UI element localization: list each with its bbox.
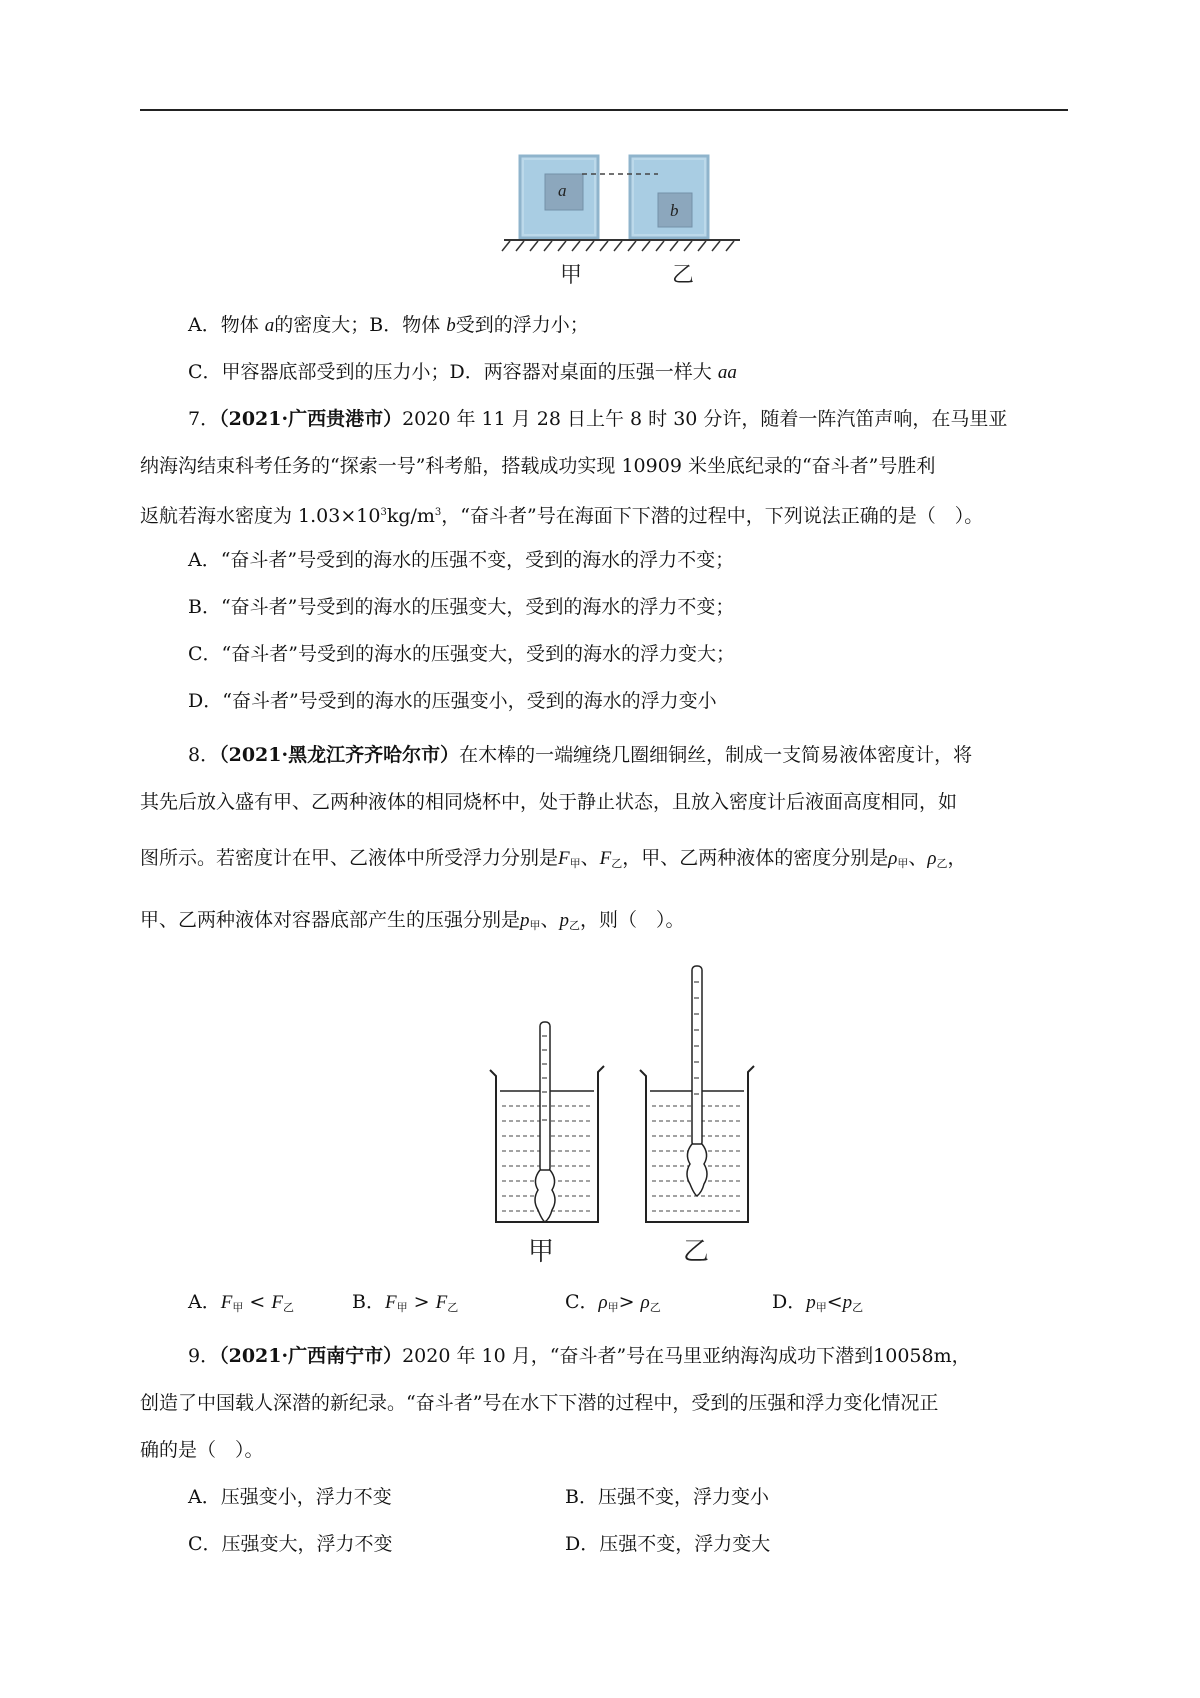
q9-stem-line3: 确的是（ ）。 xyxy=(140,1439,264,1461)
figure-containers xyxy=(500,150,760,290)
q9-option-a: A．压强变小，浮力不变 xyxy=(188,1486,392,1508)
figure-hydrometers xyxy=(480,960,780,1270)
q8-stem-line3: 图所示。若密度计在甲、乙液体中所受浮力分别是$F_甲$、$F_乙$，甲、乙两种液体的密度分别是$\rho_甲$、$\rho_乙$， xyxy=(140,847,967,870)
q7-option-c: C．“奋斗者”号受到的海水的压强变大，受到的海水的浮力变大； xyxy=(188,643,735,665)
q7-stem-line3: 返航若海水密度为 $1.03\times 10^3kg/m^3$，“奋斗者”号在海面下下潜的过程中，下列说法正确的是（ ）。 xyxy=(140,505,984,527)
q9-stem-line1: 9．（2021·广西南宁市）2020 年 10 月，“奋斗者”号在马里亚纳海沟成功下潜到10058m， xyxy=(188,1345,971,1367)
label-a: a xyxy=(558,181,567,200)
caption-jia-2: 甲 xyxy=(528,1237,555,1267)
q6-options-ab: A．物体 a的密度大；B．物体 b受到的浮力小； xyxy=(188,314,589,336)
q6-options-cd: C．甲容器底部受到的压力小；D．两容器对桌面的压强一样大 aa xyxy=(188,361,737,383)
q7-stem-line2: 纳海沟结束科考任务的“探索一号”科考船，搭载成功实现 10909 米坐底纪录的“奋斗者”号胜利 xyxy=(140,455,936,477)
q8-stem-line1: 8．（2021·黑龙江齐齐哈尔市）在木棒的一端缠绕几圈细铜丝，制成一支简易液体密度计，将 xyxy=(188,744,973,766)
q7-option-a: A．“奋斗者”号受到的海水的压强不变，受到的海水的浮力不变； xyxy=(188,549,735,571)
caption-yi-2: 乙 xyxy=(683,1237,710,1267)
q9-option-b: B．压强不变，浮力变小 xyxy=(565,1486,769,1508)
caption-jia: 甲 xyxy=(560,263,583,288)
q8-stem-line2: 其先后放入盛有甲、乙两种液体的相同烧杯中，处于静止状态，且放入密度计后液面高度相同，如 xyxy=(140,791,958,813)
q9-option-c: C．压强变大，浮力不变 xyxy=(188,1533,393,1555)
label-b: b xyxy=(670,201,679,220)
q7-option-d: D．“奋斗者”号受到的海水的压强变小，受到的海水的浮力变小 xyxy=(188,690,717,712)
caption-yi: 乙 xyxy=(672,263,695,288)
q7-option-b: B．“奋斗者”号受到的海水的压强变大，受到的海水的浮力不变； xyxy=(188,596,735,618)
header-rule xyxy=(140,109,1068,111)
q9-stem-line2: 创造了中国载人深潜的新纪录。“奋斗者”号在水下下潜的过程中，受到的压强和浮力变化情况正 xyxy=(140,1392,939,1414)
q9-option-d: D．压强不变，浮力变大 xyxy=(565,1533,771,1555)
q7-stem-line1: 7．（2021·广西贵港市）2020 年 11 月 28 日上午 8 时 30 分许，随着一阵汽笛声响，在马里亚 xyxy=(188,408,1008,430)
q8-stem-line4: 甲、乙两种液体对容器底部产生的压强分别是$p_甲$、$p_乙$，则（ ）。 xyxy=(140,909,685,932)
